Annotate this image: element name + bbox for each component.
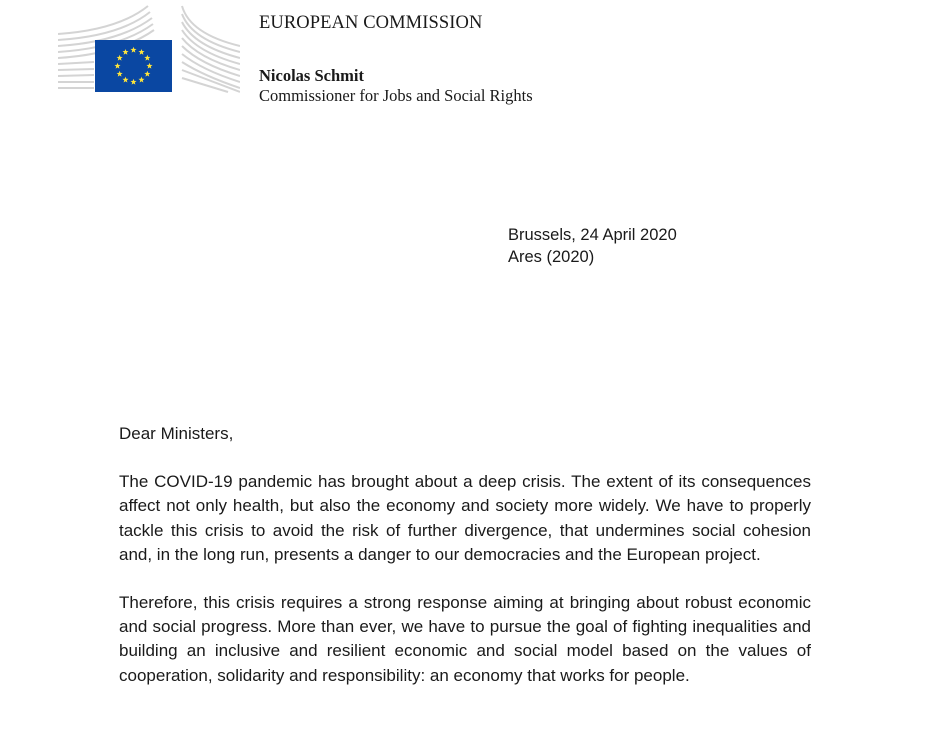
- sender-role: Commissioner for Jobs and Social Rights: [259, 86, 533, 105]
- salutation: Dear Ministers,: [119, 424, 234, 443]
- organization-name: EUROPEAN COMMISSION: [259, 13, 483, 33]
- reference-number: Ares (2020): [508, 248, 595, 266]
- european-commission-logo: [58, 4, 240, 94]
- sender-name: Nicolas Schmit: [259, 66, 364, 85]
- place-date: Brussels, 24 April 2020: [508, 226, 677, 244]
- building-lines-right: [182, 6, 240, 92]
- letter-body: [119, 422, 811, 712]
- dateline: [508, 224, 677, 268]
- letterhead: [259, 12, 533, 106]
- paragraph: Therefore, this crisis requires a strong response aiming at bringing about robust economic and social progress. More than ever, we have to pursue the goal of fighting inequalities and building an inclusive and resilient economic and social model based on the values of cooperation, solidarity and responsibility: an economy that works for people.: [119, 593, 811, 685]
- paragraph: The COVID-19 pandemic has brought about a deep crisis. The extent of its consequences affect not only health, but also the economy and society more widely. We have to properly tackle this crisis to avoid the risk of further divergence, that undermines social cohesion and, in the long run, presents a danger to our democracies and the European project.: [119, 472, 811, 564]
- logo-graphic: [58, 4, 240, 94]
